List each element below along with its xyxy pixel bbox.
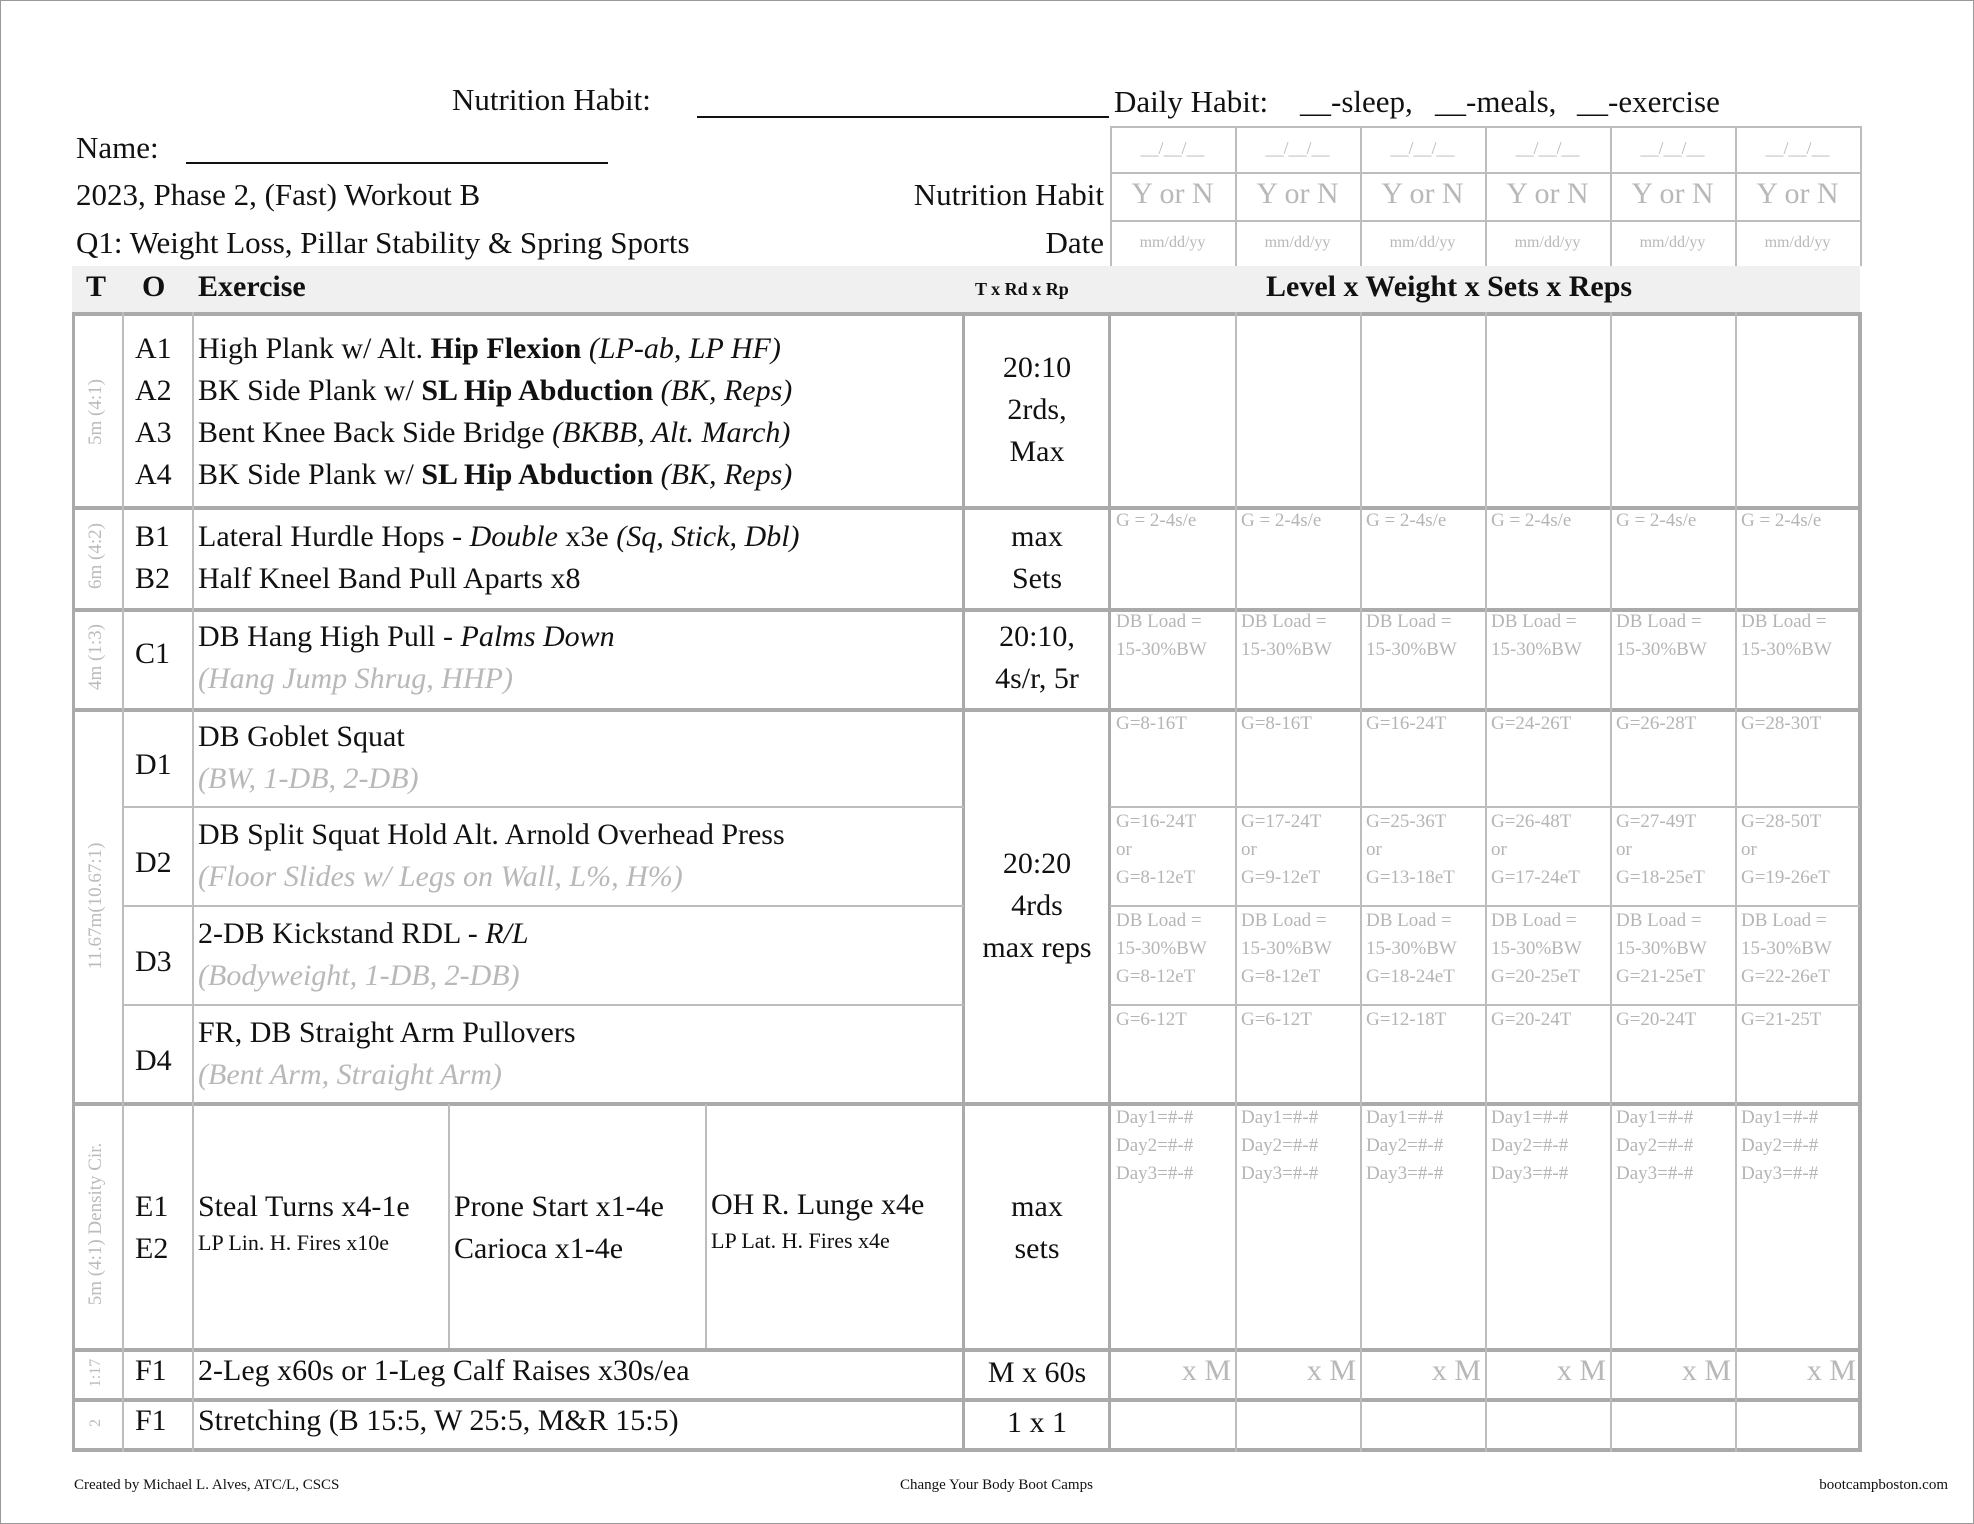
- d-note-cell: G=26-48T or G=17-24eT: [1491, 811, 1580, 888]
- exercise-e-col3-sub: LP Lat. H. Fires x4e: [711, 1228, 890, 1253]
- b-note-cell: G = 2-4s/e: [1366, 510, 1447, 531]
- d-note-cell: DB Load = 15-30%BW G=22-26eT: [1741, 910, 1832, 987]
- exercise-b1: Lateral Hurdle Hops - Double x3e (Sq, Stick, Dbl): [198, 520, 800, 553]
- d-exercise-name: 2-DB Kickstand RDL - R/L: [198, 917, 529, 950]
- tracker-yn-cell[interactable]: Y or N: [1256, 177, 1339, 210]
- exercise-a2: BK Side Plank w/ SL Hip Abduction (BK, Reps): [198, 374, 793, 407]
- section-a-exercises: [198, 328, 792, 496]
- footer-company: Change Your Body Boot Camps: [900, 1477, 1093, 1493]
- col-sep-log: [1735, 312, 1737, 1452]
- section-border: [72, 1448, 1860, 1452]
- d-note-cell: G=25-36T or G=13-18eT: [1366, 811, 1455, 888]
- exercise-e-col3-main: OH R. Lunge x4e: [711, 1188, 925, 1221]
- d-row-line: [122, 1004, 964, 1006]
- f1-cell[interactable]: x M: [1181, 1354, 1231, 1387]
- tracker-vline: [1860, 126, 1862, 266]
- exercise-c1: DB Hang High Pull - Palms Down: [198, 620, 615, 653]
- tracker-date-cell[interactable]: mm/dd/yy: [1764, 234, 1831, 251]
- b-note-cell: G = 2-4s/e: [1741, 510, 1822, 531]
- d-note-cell: G=28-30T: [1741, 713, 1822, 734]
- section-border: [72, 608, 1860, 612]
- section-b-time: 6m (4:2): [85, 523, 106, 589]
- d-note-cell: G=12-18T: [1366, 1009, 1447, 1030]
- tracker-yn-cell[interactable]: Y or N: [1381, 177, 1464, 210]
- c-note-cell: DB Load = 15-30%BW: [1741, 611, 1832, 660]
- f1-cell[interactable]: x M: [1681, 1354, 1731, 1387]
- exercise-a1: High Plank w/ Alt. Hip Flexion (LP-ab, LP HF): [198, 332, 781, 365]
- f1-cell[interactable]: x M: [1806, 1354, 1856, 1387]
- d-note-cell: G=27-49T or G=18-25eT: [1616, 811, 1705, 888]
- d-exercise-alt: (Floor Slides w/ Legs on Wall, L%, H%): [198, 860, 683, 893]
- tracker-yn-cell[interactable]: Y or N: [1506, 177, 1589, 210]
- code-a3: A3: [135, 416, 172, 449]
- tracker-row-label-nutrition: Nutrition Habit: [913, 177, 1104, 212]
- section-border: [72, 1398, 1860, 1402]
- tracker-date-cell[interactable]: mm/dd/yy: [1514, 234, 1581, 251]
- name-field[interactable]: [186, 162, 608, 164]
- col-header-t: T: [86, 270, 107, 303]
- d-code: D1: [135, 748, 172, 781]
- e-col-sep: [448, 1104, 450, 1348]
- code-e2: E2: [135, 1232, 169, 1265]
- d-note-cell: DB Load = 15-30%BW G=21-25eT: [1616, 910, 1707, 987]
- section-a-codes: [135, 328, 172, 496]
- tracker-top-cell[interactable]: __/__/__: [1140, 138, 1205, 158]
- d-row-line: [122, 806, 964, 808]
- daily-meals[interactable]: __-meals,: [1435, 84, 1557, 119]
- f1-cell[interactable]: x M: [1556, 1354, 1606, 1387]
- daily-sleep[interactable]: __-sleep,: [1300, 84, 1413, 119]
- d-note-cell: G=20-24T: [1616, 1009, 1697, 1030]
- section-c-scheme: 20:10, 4s/r, 5r: [995, 620, 1079, 695]
- d-code: D4: [135, 1044, 172, 1077]
- exercise-f2: Stretching (B 15:5, W 25:5, M&R 15:5): [198, 1404, 679, 1437]
- daily-habit-label: Daily Habit:: [1114, 84, 1269, 119]
- table-right-border: [1858, 312, 1862, 1452]
- code-a4: A4: [135, 458, 172, 491]
- b-note-cell: G = 2-4s/e: [1241, 510, 1322, 531]
- section-e-col3: [711, 1188, 924, 1254]
- e-note-cell: Day1=#-# Day2=#-# Day3=#-#: [1616, 1107, 1694, 1184]
- tracker-date-cell[interactable]: mm/dd/yy: [1389, 234, 1456, 251]
- section-e-time: 5m (4:1) Density Cir.: [85, 1142, 106, 1306]
- code-b2: B2: [135, 562, 171, 595]
- col-sep-log: [1360, 312, 1362, 1452]
- code-a1: A1: [135, 332, 172, 365]
- d-note-cell: DB Load = 15-30%BW G=8-12eT: [1116, 910, 1207, 987]
- section-a-time: 5m (4:1): [85, 379, 106, 445]
- tracker-top-cell[interactable]: __/__/__: [1515, 138, 1580, 158]
- d-note-cell: DB Load = 15-30%BW G=8-12eT: [1241, 910, 1332, 987]
- exercise-a3: Bent Knee Back Side Bridge (BKBB, Alt. March): [198, 416, 791, 449]
- section-b-scheme: max Sets: [1011, 520, 1063, 595]
- d-code: D3: [135, 945, 172, 978]
- tracker-top-cell[interactable]: __/__/__: [1265, 138, 1330, 158]
- col-sep-t: [122, 312, 124, 1452]
- section-d-scheme: 20:20 4rds max reps: [982, 847, 1092, 964]
- d-note-cell: DB Load = 15-30%BW G=18-24eT: [1366, 910, 1457, 987]
- tracker-yn-cell[interactable]: Y or N: [1131, 177, 1214, 210]
- tracker-row-label-date: Date: [1045, 225, 1104, 260]
- d-note-cell: G=21-25T: [1741, 1009, 1822, 1030]
- c-note-cell: DB Load = 15-30%BW: [1241, 611, 1332, 660]
- d-note-cell: G=28-50T or G=19-26eT: [1741, 811, 1830, 888]
- table-left-border: [72, 312, 75, 1452]
- d-exercise-alt: (Bodyweight, 1-DB, 2-DB): [198, 959, 520, 992]
- b-note-cell: G = 2-4s/e: [1116, 510, 1197, 531]
- section-f1-time: 1:17: [87, 1358, 104, 1388]
- section-c-exercises: [198, 616, 615, 700]
- tracker-date-cell[interactable]: mm/dd/yy: [1639, 234, 1706, 251]
- col-header-exercise: Exercise: [198, 270, 306, 303]
- d-note-cell: G=8-16T: [1241, 713, 1312, 734]
- tracker-top-cell[interactable]: __/__/__: [1390, 138, 1455, 158]
- exercise-e-col1-main: Steal Turns x4-1e: [198, 1190, 410, 1223]
- exercise-b2: Half Kneel Band Pull Aparts x8: [198, 562, 581, 595]
- b-note-cell: G = 2-4s/e: [1616, 510, 1697, 531]
- section-f1-scheme: M x 60s: [987, 1356, 1087, 1389]
- workout-subtitle: Q1: Weight Loss, Pillar Stability & Spring Sports: [76, 225, 690, 260]
- f1-cell[interactable]: x M: [1306, 1354, 1356, 1387]
- section-b-codes: [135, 516, 170, 600]
- d-note-cell: G=16-24T: [1366, 713, 1447, 734]
- d-note-cell: DB Load = 15-30%BW G=20-25eT: [1491, 910, 1582, 987]
- tracker-yn-cell[interactable]: Y or N: [1631, 177, 1714, 210]
- code-f1: F1: [135, 1354, 167, 1387]
- b-note-cell: G = 2-4s/e: [1491, 510, 1572, 531]
- f1-cell[interactable]: x M: [1431, 1354, 1481, 1387]
- code-c1: C1: [135, 637, 171, 670]
- exercise-e-col2-main: Prone Start x1-4e: [454, 1190, 664, 1223]
- section-e-col2: [454, 1186, 664, 1270]
- tracker-top-cell[interactable]: __/__/__: [1765, 138, 1830, 158]
- e-note-cell: Day1=#-# Day2=#-# Day3=#-#: [1116, 1107, 1194, 1184]
- footer-credit: Created by Michael L. Alves, ATC/L, CSCS: [74, 1477, 340, 1493]
- code-a2: A2: [135, 374, 172, 407]
- d-exercise-name: DB Split Squat Hold Alt. Arnold Overhead Press: [198, 818, 785, 851]
- d-exercise-alt: (BW, 1-DB, 2-DB): [198, 762, 419, 795]
- e-note-cell: Day1=#-# Day2=#-# Day3=#-#: [1491, 1107, 1569, 1184]
- section-border: [72, 312, 1860, 316]
- d-note-cell: G=26-28T: [1616, 713, 1697, 734]
- e-note-cell: Day1=#-# Day2=#-# Day3=#-#: [1241, 1107, 1319, 1184]
- section-b-exercises: [198, 516, 800, 600]
- workout-title: 2023, Phase 2, (Fast) Workout B: [76, 177, 481, 212]
- d-note-cell: G=6-12T: [1241, 1009, 1312, 1030]
- tracker-top-cell[interactable]: __/__/__: [1640, 138, 1705, 158]
- nutrition-habit-label: Nutrition Habit:: [452, 82, 651, 117]
- c-note-cell: DB Load = 15-30%BW: [1616, 611, 1707, 660]
- exercise-e-col1-sub: LP Lin. H. Fires x10e: [198, 1230, 390, 1255]
- e-note-cell: Day1=#-# Day2=#-# Day3=#-#: [1366, 1107, 1444, 1184]
- code-b1: B1: [135, 520, 171, 553]
- nutrition-habit-field[interactable]: [697, 116, 1109, 118]
- d-note-cell: G=17-24T or G=9-12eT: [1241, 811, 1322, 888]
- e-note-cell: Day1=#-# Day2=#-# Day3=#-#: [1741, 1107, 1819, 1184]
- d-exercise-name: DB Goblet Squat: [198, 720, 405, 753]
- col-header-log: Level x Weight x Sets x Reps: [1266, 270, 1633, 303]
- exercise-a4: BK Side Plank w/ SL Hip Abduction (BK, Reps): [198, 458, 793, 491]
- section-border: [72, 506, 1860, 510]
- d-code: D2: [135, 846, 172, 879]
- d-exercise-name: FR, DB Straight Arm Pullovers: [198, 1016, 576, 1049]
- d-note-cell: G=8-16T: [1116, 713, 1187, 734]
- section-e-col1: [198, 1190, 410, 1256]
- col-sep-log: [1235, 312, 1237, 1452]
- col-header-o: O: [142, 270, 166, 303]
- section-f2-scheme: 1 x 1: [1007, 1406, 1067, 1439]
- c-note-cell: DB Load = 15-30%BW: [1366, 611, 1457, 660]
- exercise-f1: 2-Leg x60s or 1-Leg Calf Raises x30s/ea: [198, 1354, 690, 1387]
- col-sep-o: [192, 312, 194, 1452]
- section-e-scheme: max sets: [1011, 1190, 1063, 1265]
- exercise-e-col2-sub: Carioca x1-4e: [454, 1232, 624, 1265]
- d-note-cell: G=20-24T: [1491, 1009, 1572, 1030]
- col-header-scheme: T x Rd x Rp: [975, 279, 1069, 299]
- d-row-line: [122, 905, 964, 907]
- section-border: [72, 708, 1860, 712]
- code-e1: E1: [135, 1190, 169, 1223]
- tracker-date-cell[interactable]: mm/dd/yy: [1139, 234, 1206, 251]
- col-sep-log: [1485, 312, 1487, 1452]
- tracker-yn-cell[interactable]: Y or N: [1756, 177, 1839, 210]
- d-exercise-alt: (Bent Arm, Straight Arm): [198, 1058, 502, 1091]
- c-note-cell: DB Load = 15-30%BW: [1116, 611, 1207, 660]
- tracker-date-cell[interactable]: mm/dd/yy: [1264, 234, 1331, 251]
- section-f2-time: 2: [87, 1419, 104, 1427]
- section-d-time: 11.67m(10.67:1): [85, 842, 106, 970]
- section-c-time: 4m (1:3): [85, 624, 106, 690]
- e-col-sep: [705, 1104, 707, 1348]
- c-note-cell: DB Load = 15-30%BW: [1491, 611, 1582, 660]
- d-note-cell: G=6-12T: [1116, 1009, 1187, 1030]
- section-e-codes: [135, 1186, 168, 1270]
- section-border: [72, 1348, 1860, 1352]
- col-sep-log: [1610, 312, 1612, 1452]
- footer-website[interactable]: bootcampboston.com: [1819, 1477, 1948, 1493]
- section-border: [72, 1102, 1860, 1106]
- exercise-c1-alt: (Hang Jump Shrug, HHP): [198, 662, 513, 695]
- daily-exercise[interactable]: __-exercise: [1577, 84, 1720, 119]
- name-label: Name:: [76, 130, 159, 165]
- d-note-cell: G=24-26T: [1491, 713, 1572, 734]
- d-note-cell: G=16-24T or G=8-12eT: [1116, 811, 1197, 888]
- code-f2: F1: [135, 1404, 167, 1437]
- section-a-scheme: 20:10 2rds, Max: [1002, 351, 1072, 468]
